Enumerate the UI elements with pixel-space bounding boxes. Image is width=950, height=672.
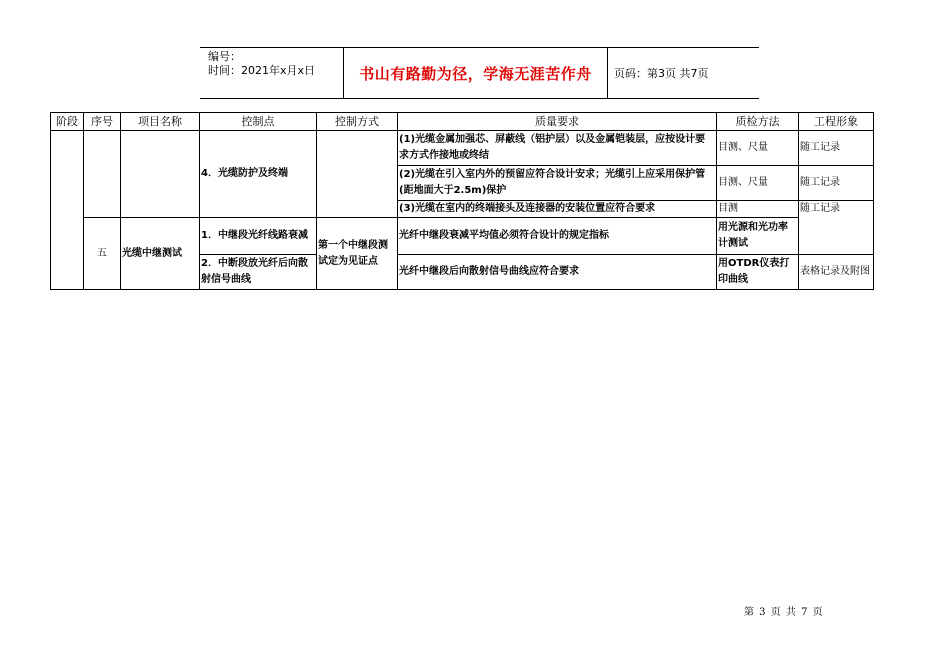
seq-cell <box>84 131 121 218</box>
control-point-cell: 1．中继段光纤线路衰减 <box>200 218 317 255</box>
control-point-cell: 4．光缆防护及终端 <box>200 131 317 218</box>
number-label: 编号： <box>208 50 241 63</box>
quality-cell: (3)光缆在室内的终端接头及连接器的安装位置应符合要求 <box>398 201 717 218</box>
col-header-control-mode: 控制方式 <box>317 113 398 131</box>
control-mode-cell <box>317 131 398 218</box>
col-header-method: 质检方法 <box>717 113 799 131</box>
method-cell: 用光源和光功率计测试 <box>717 218 799 255</box>
time-label: 时间：2021年x月x日 <box>208 64 316 77</box>
project-cell: 光缆中继测试 <box>121 218 200 290</box>
header-page-info: 页码：第3页 共7页 <box>614 67 709 80</box>
col-header-record: 工程形象 <box>799 113 874 131</box>
control-point-cell: 2．中断段放光纤后向散射信号曲线 <box>200 255 317 290</box>
method-cell: 目测、尺量 <box>717 131 799 166</box>
record-cell: 随工记录 <box>799 201 874 255</box>
method-cell: 目测 <box>717 201 799 218</box>
header-meta <box>200 48 343 98</box>
record-cell: 随工记录 <box>799 166 874 201</box>
stage-cell <box>51 131 84 290</box>
header-motto: 书山有路勤为径，学海无涯苦作舟 <box>343 48 608 98</box>
quality-cell: (2)光缆在引入室内外的预留应符合设计安求；光缆引上应采用保护管(距地面大于2.5m)保护 <box>398 166 717 201</box>
table-header-row <box>51 113 874 131</box>
method-cell: 用OTDR仪表打印曲线 <box>717 255 799 290</box>
col-header-stage: 阶段 <box>51 113 84 131</box>
table-row <box>51 218 874 255</box>
method-cell: 目测、尺量 <box>717 166 799 201</box>
col-header-control-point: 控制点 <box>200 113 317 131</box>
seq-cell: 五 <box>84 218 121 290</box>
quality-cell: 光纤中继段衰减平均值必须符合设计的规定指标 <box>398 218 717 255</box>
record-cell: 随工记录 <box>799 131 874 166</box>
col-header-project: 项目名称 <box>121 113 200 131</box>
col-header-quality: 质量要求 <box>398 113 717 131</box>
quality-control-table <box>50 112 874 290</box>
control-mode-cell: 第一个中继段测试定为见证点 <box>317 218 398 290</box>
col-header-seq: 序号 <box>84 113 121 131</box>
project-cell <box>121 131 200 218</box>
quality-cell: (1)光缆金属加强芯、屏蔽线（铝护层）以及金属铠装层，应按设计要求方式作接地或终结 <box>398 131 717 166</box>
record-cell: 表格记录及附图 <box>799 255 874 290</box>
table-row <box>51 131 874 166</box>
page-header <box>200 47 759 99</box>
page-footer: 第 3 页 共 7 页 <box>744 607 824 618</box>
quality-cell: 光纤中继段后向散射信号曲线应符合要求 <box>398 255 717 290</box>
